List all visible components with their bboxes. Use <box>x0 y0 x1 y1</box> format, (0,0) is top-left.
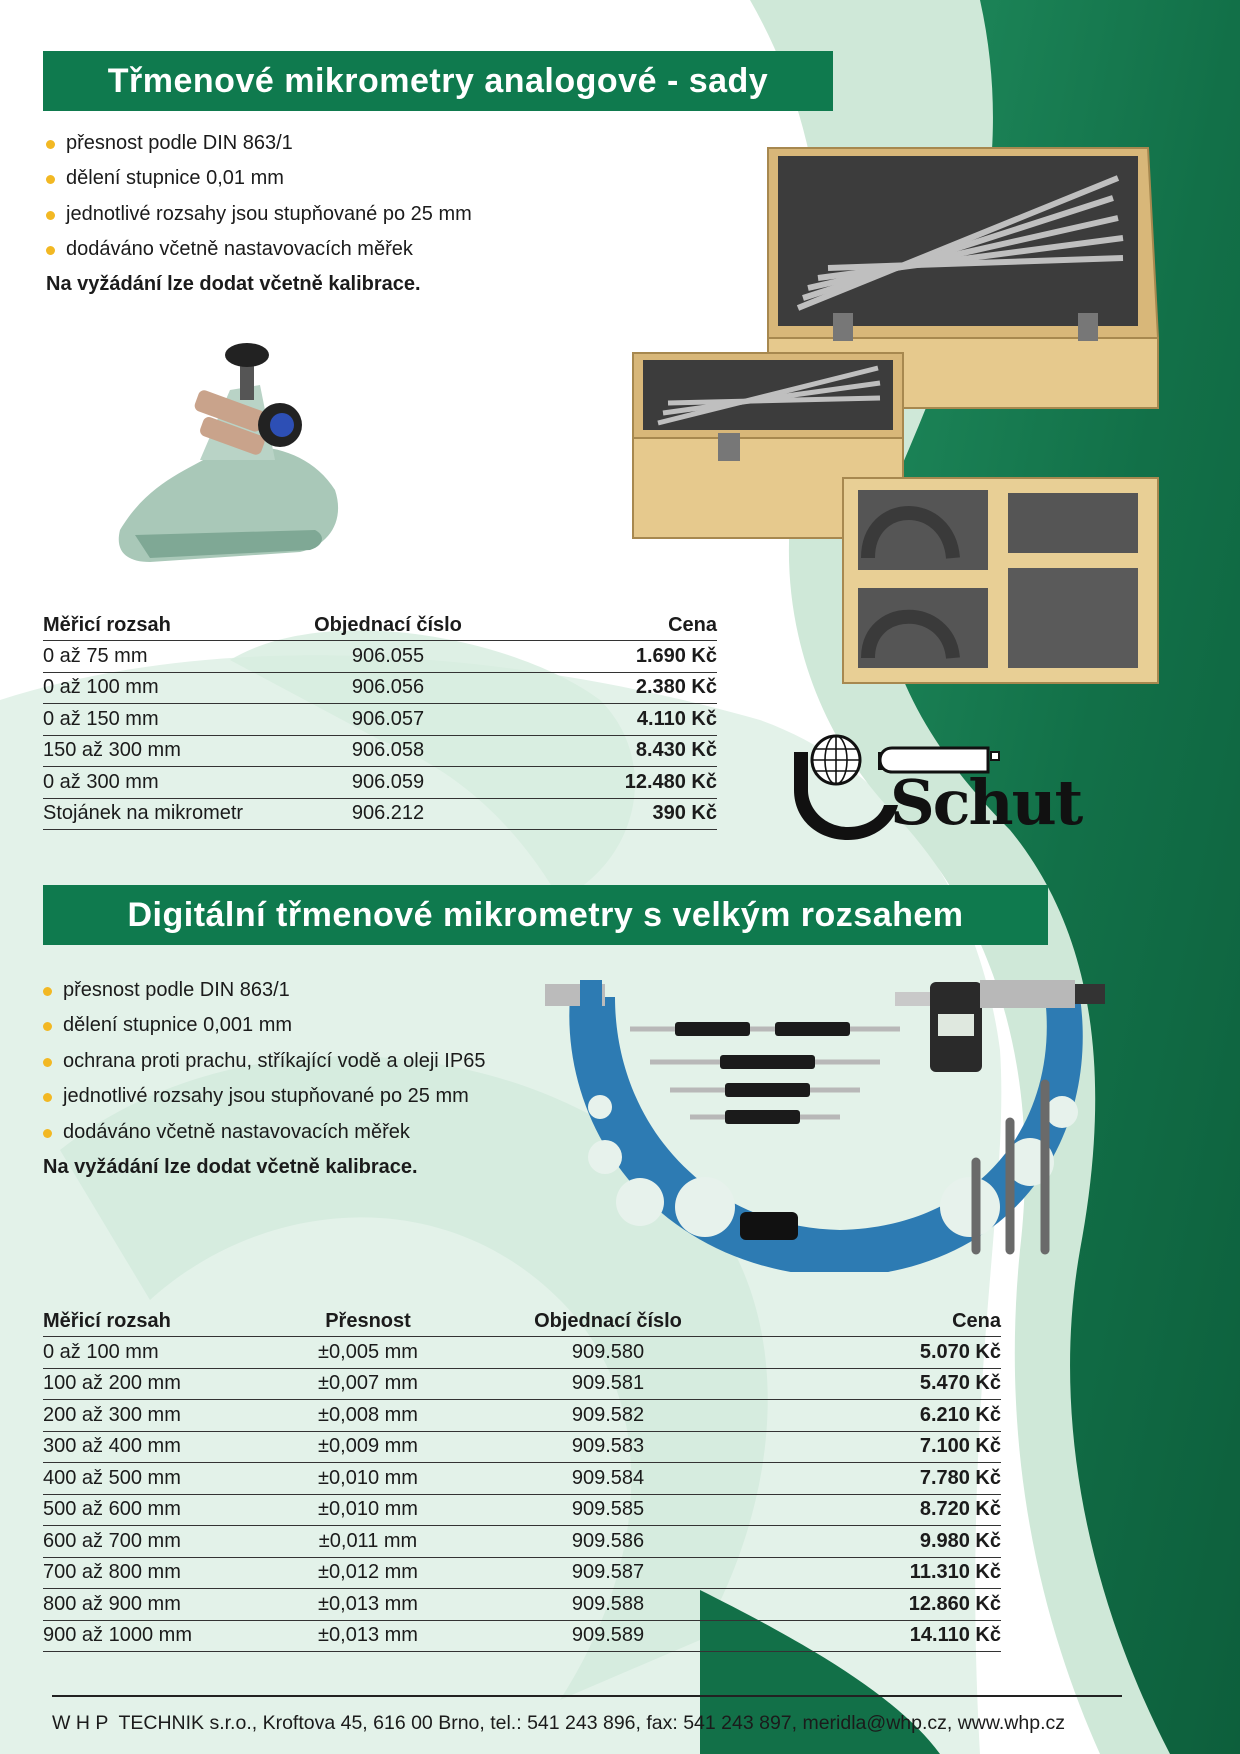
micrometer-stand-image <box>110 330 350 575</box>
range-cell: 400 až 500 mm <box>43 1463 288 1495</box>
table-row <box>43 1494 1001 1526</box>
table-row <box>43 1557 1001 1589</box>
accuracy-cell: ±0,012 mm <box>288 1557 448 1589</box>
section1-title: Třmenové mikrometry analogové - sady <box>43 51 833 111</box>
accuracy-cell: ±0,013 mm <box>288 1620 448 1652</box>
price-cell: 12.860 Kč <box>768 1589 1001 1621</box>
accuracy-cell: ±0,010 mm <box>288 1463 448 1495</box>
order-number-cell: 909.587 <box>448 1557 768 1589</box>
feature-item: dodáváno včetně nastavovacích měřek <box>41 1115 561 1150</box>
footer-contact: W H P TECHNIK s.r.o., Kroftova 45, 616 00 Brno, tel.: 541 243 896, fax: 541 243 897, meridla@whp.cz, www.whp.cz <box>52 1712 1066 1734</box>
table-row <box>43 1368 1001 1400</box>
range-cell: 0 až 150 mm <box>43 704 288 736</box>
feature-item: dělení stupnice 0,001 mm <box>41 1008 561 1043</box>
accuracy-cell: ±0,005 mm <box>288 1337 448 1369</box>
table-row <box>43 1337 1001 1369</box>
section2-note: Na vyžádání lze dodat včetně kalibrace. <box>43 1156 418 1178</box>
digital-micrometer-image <box>540 972 1140 1272</box>
order-number-cell: 909.581 <box>448 1368 768 1400</box>
column-header: Cena <box>768 1306 1001 1337</box>
bullet-icon <box>46 246 55 255</box>
order-number-cell: 906.212 <box>288 798 488 830</box>
order-number-cell: 909.580 <box>448 1337 768 1369</box>
accuracy-cell: ±0,007 mm <box>288 1368 448 1400</box>
price-cell: 8.720 Kč <box>768 1494 1001 1526</box>
logo-wordmark: Schut <box>890 766 1082 839</box>
price-cell: 7.780 Kč <box>768 1463 1001 1495</box>
section1-features <box>44 126 564 268</box>
section2-features <box>41 973 561 1150</box>
price-cell: 5.470 Kč <box>768 1368 1001 1400</box>
price-cell: 2.380 Kč <box>488 672 717 704</box>
table-row <box>43 1431 1001 1463</box>
feature-item: jednotlivé rozsahy jsou stupňované po 25 mm <box>44 197 564 232</box>
accuracy-cell: ±0,010 mm <box>288 1494 448 1526</box>
order-number-cell: 909.585 <box>448 1494 768 1526</box>
table-header-row <box>43 1306 1001 1337</box>
order-number-cell: 906.058 <box>288 735 488 767</box>
feature-item: přesnost podle DIN 863/1 <box>41 973 561 1008</box>
order-number-cell: 909.588 <box>448 1589 768 1621</box>
order-number-cell: 909.582 <box>448 1400 768 1432</box>
section1-table <box>43 610 717 830</box>
price-cell: 5.070 Kč <box>768 1337 1001 1369</box>
feature-item: dodáváno včetně nastavovacích měřek <box>44 232 564 267</box>
price-cell: 7.100 Kč <box>768 1431 1001 1463</box>
order-number-cell: 906.056 <box>288 672 488 704</box>
range-cell: 600 až 700 mm <box>43 1526 288 1558</box>
accuracy-cell: ±0,008 mm <box>288 1400 448 1432</box>
feature-item: jednotlivé rozsahy jsou stupňované po 25 mm <box>41 1079 561 1114</box>
range-cell: 0 až 75 mm <box>43 641 288 673</box>
price-cell: 8.430 Kč <box>488 735 717 767</box>
bullet-icon <box>43 1058 52 1067</box>
order-number-cell: 906.059 <box>288 767 488 799</box>
column-header: Měřicí rozsah <box>43 610 288 641</box>
table-row <box>43 798 717 830</box>
table-row <box>43 1620 1001 1652</box>
feature-item: přesnost podle DIN 863/1 <box>44 126 564 161</box>
range-cell: 150 až 300 mm <box>43 735 288 767</box>
section2-title: Digitální třmenové mikrometry s velkým rozsahem <box>43 885 1048 945</box>
bullet-icon <box>43 1022 52 1031</box>
range-cell: 300 až 400 mm <box>43 1431 288 1463</box>
table-row <box>43 1589 1001 1621</box>
bullet-icon <box>43 1093 52 1102</box>
range-cell: 0 až 300 mm <box>43 767 288 799</box>
table-row <box>43 641 717 673</box>
order-number-cell: 909.589 <box>448 1620 768 1652</box>
bullet-icon <box>46 175 55 184</box>
range-cell: 200 až 300 mm <box>43 1400 288 1432</box>
price-cell: 11.310 Kč <box>768 1557 1001 1589</box>
table-row <box>43 672 717 704</box>
range-cell: Stojánek na mikrometr <box>43 798 288 830</box>
range-cell: 800 až 900 mm <box>43 1589 288 1621</box>
column-header: Cena <box>488 610 717 641</box>
range-cell: 900 až 1000 mm <box>43 1620 288 1652</box>
column-header: Přesnost <box>288 1306 448 1337</box>
price-cell: 12.480 Kč <box>488 767 717 799</box>
bullet-icon <box>46 140 55 149</box>
column-header: Objednací číslo <box>448 1306 768 1337</box>
accuracy-cell: ±0,013 mm <box>288 1589 448 1621</box>
accuracy-cell: ±0,009 mm <box>288 1431 448 1463</box>
order-number-cell: 906.057 <box>288 704 488 736</box>
accuracy-cell: ±0,011 mm <box>288 1526 448 1558</box>
price-cell: 4.110 Kč <box>488 704 717 736</box>
column-header: Objednací číslo <box>288 610 488 641</box>
order-number-cell: 909.586 <box>448 1526 768 1558</box>
range-cell: 0 až 100 mm <box>43 672 288 704</box>
order-number-cell: 906.055 <box>288 641 488 673</box>
schut-logo <box>788 730 1118 845</box>
price-cell: 6.210 Kč <box>768 1400 1001 1432</box>
price-cell: 390 Kč <box>488 798 717 830</box>
bullet-icon <box>43 987 52 996</box>
bullet-icon <box>46 211 55 220</box>
table-row <box>43 1526 1001 1558</box>
section1-note: Na vyžádání lze dodat včetně kalibrace. <box>46 273 421 295</box>
order-number-cell: 909.583 <box>448 1431 768 1463</box>
footer-divider <box>52 1695 1122 1697</box>
range-cell: 500 až 600 mm <box>43 1494 288 1526</box>
price-cell: 14.110 Kč <box>768 1620 1001 1652</box>
range-cell: 700 až 800 mm <box>43 1557 288 1589</box>
range-cell: 100 až 200 mm <box>43 1368 288 1400</box>
table-row <box>43 1463 1001 1495</box>
price-cell: 9.980 Kč <box>768 1526 1001 1558</box>
table-header-row <box>43 610 717 641</box>
table-row <box>43 704 717 736</box>
table-row <box>43 735 717 767</box>
section2-table <box>43 1306 1001 1652</box>
range-cell: 0 až 100 mm <box>43 1337 288 1369</box>
column-header: Měřicí rozsah <box>43 1306 288 1337</box>
price-cell: 1.690 Kč <box>488 641 717 673</box>
feature-item: ochrana proti prachu, stříkající vodě a oleji IP65 <box>41 1044 561 1079</box>
feature-item: dělení stupnice 0,01 mm <box>44 161 564 196</box>
bullet-icon <box>43 1129 52 1138</box>
table-row <box>43 767 717 799</box>
order-number-cell: 909.584 <box>448 1463 768 1495</box>
table-row <box>43 1400 1001 1432</box>
